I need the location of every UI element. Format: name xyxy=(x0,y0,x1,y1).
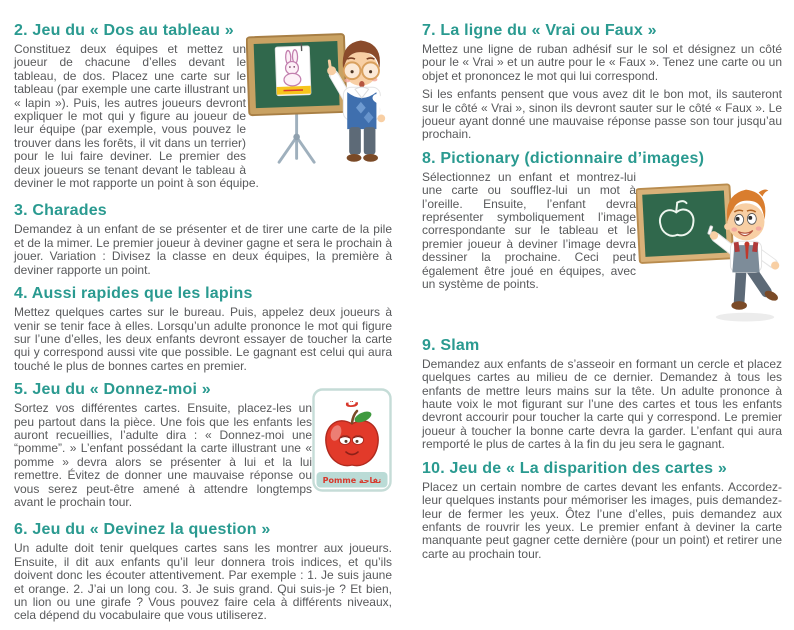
section-body: Constituez deux équipes et mettez un joueur de chacune d’elles devant le tableau, de dos. Placez une carte sur le tableau (par exemple une carte illustrant un « lapin »). Puis, les autres joueurs devront expliquer le mot qui y figure au joueur de leur équipe (par exemple, vous pouvez le trouver dans les forêts, il vit dans un terrier) pour le lui faire deviner. Le premier des deux joueurs se tenant devant le tableau à deviner le mot rapporte un point à son équipe. xyxy=(14,42,259,191)
section-disparition-des-cartes xyxy=(422,460,782,561)
section-dos-au-tableau xyxy=(14,22,392,194)
left-column xyxy=(14,22,392,630)
section-heading: 6. Jeu du « Devinez la question » xyxy=(14,521,271,539)
teacher-blackboard-illustration xyxy=(246,27,392,167)
section-vrai-ou-faux xyxy=(422,22,782,142)
section-charades xyxy=(14,202,392,277)
section-body: Si les enfants pensent que vous avez dit le bon mot, ils sauteront sur le côté « Vrai », sinon ils devront sauter sur le côté « Faux ». Le joueur ayant donné une mauvaise réponse passe son tour jusqu’au prochain. xyxy=(422,87,782,142)
section-body: Placez un certain nombre de cartes devant les enfants. Accordez-leur quelques instants pour mémoriser les images, puis demandez-leur de fermer les yeux. Ôtez l’une d’elles, puis demandez aux enfants de rouvrir les yeux. Le premier enfant à deviner la carte manquante peut gagner cette dernière (pour un point) et retirer une carte au prochain tour. xyxy=(422,479,782,561)
section-devinez-la-question xyxy=(14,521,392,622)
boy-chalkboard-illustration xyxy=(636,171,782,327)
section-body: Mettez quelques cartes sur le bureau. Puis, appelez deux joueurs à venir se tenir face à elles. Lorsqu’un adulte prononce le mot qui figure sur l’une d’elles, les deux enfants devront essayer de toucher la carte qui y correspond aussi vite que possible. Le gagnant est celui qui aura touché le plus de bonnes cartes en premier. xyxy=(14,305,392,373)
boy-chalkboard-drawing xyxy=(636,171,782,327)
section-heading: 2. Jeu du « Dos au tableau » xyxy=(14,22,234,39)
section-slam xyxy=(422,337,782,452)
section-aussi-rapides xyxy=(14,285,392,373)
section-heading: 4. Aussi rapides que les lapins xyxy=(14,285,253,303)
arabic-letter-ta: ت xyxy=(344,395,360,412)
section-heading: 7. La ligne du « Vrai ou Faux » xyxy=(422,22,657,39)
section-donnez-moi xyxy=(14,381,392,513)
card-label: Pomme تفاحة xyxy=(322,475,382,485)
section-body: Demandez à un enfant de se présenter et de tirer une carte de la pile et de la mimer. Le premier joueur à deviner gagne et sera le prochain à jouer. Variation : Divisez la classe en deux équipes, la première à deviner rapporte un point. xyxy=(14,222,392,277)
section-heading: 9. Slam xyxy=(422,336,480,354)
right-column xyxy=(422,22,782,630)
section-body: Demandez aux enfants de s’asseoir en formant un cercle et placez quelques cartes au milieu de ce dernier. Demandez à tous les enfants de mettre leurs mains sur la tête. Un adulte prononce à haute voix le mot figurant sur l’une des cartes et tous les enfants devront accourir pour toucher la carte qui y correspond. Le premier joueur à toucher la bonne carte devra la garder. L’enfant qui aura remporté le plus de cartes à la fin du jeu sera le gagnant. xyxy=(422,356,782,452)
section-heading: 5. Jeu du « Donnez-moi » xyxy=(14,381,211,399)
section-heading: 3. Charades xyxy=(14,202,107,220)
apple-flashcard-drawing xyxy=(312,388,392,492)
section-heading: 8. Pictionary (dictionnaire d’images) xyxy=(422,149,705,167)
apple-flashcard-illustration xyxy=(312,388,392,492)
section-body: Sélectionnez un enfant et montrez-lui une carte ou soufflez-lui un mot à l’oreille. Ensuite, l’enfant devra représenter symboliquement l’image correspondante sur le tableau et le premier joueur à deviner l’image devra dessiner la prochaine. Ceci peut également être joué en équipes, avec un système de points. xyxy=(422,169,636,292)
section-body: Un adulte doit tenir quelques cartes sans les montrer aux joueurs. Ensuite, il dit aux enfants qu’il leur donnera trois indices, et qu’ils doivent donc les écouter attentivement. Par exemple : 1. Je suis jaune et orange. 2. J’ai un long cou. 3. Je suis grand. Qui suis-je ? Et bien, un lion ou une girafe ? Vous pouvez faire cela à différents niveaux, cela dépend du vocabulaire que vous utiliserez. xyxy=(14,541,392,623)
section-heading: 10. Jeu de « La disparition des cartes » xyxy=(422,459,728,477)
teacher-blackboard-drawing xyxy=(246,27,392,167)
section-body: Mettez une ligne de ruban adhésif sur le sol et désignez un côté pour le « Vrai » et un autre pour le « Faux ». Tenez une carte ou un objet et prononcez le mot qui lui correspond. xyxy=(422,42,782,83)
section-body: Sortez vos différentes cartes. Ensuite, placez-les un peu partout dans la pièce. Une fois que les enfants les auront recueillies, l’adulte dira : « Donnez-moi une “pomme”. » L’enfant possédant la carte illustrant une « pomme » devra alors se présenter à lui et la lui remettre. Évitez de donner une mauvaise réponse ou vous serez peut-être amené à attendre longtemps avant le prochain tour. xyxy=(14,401,312,509)
section-pictionary xyxy=(422,150,782,329)
